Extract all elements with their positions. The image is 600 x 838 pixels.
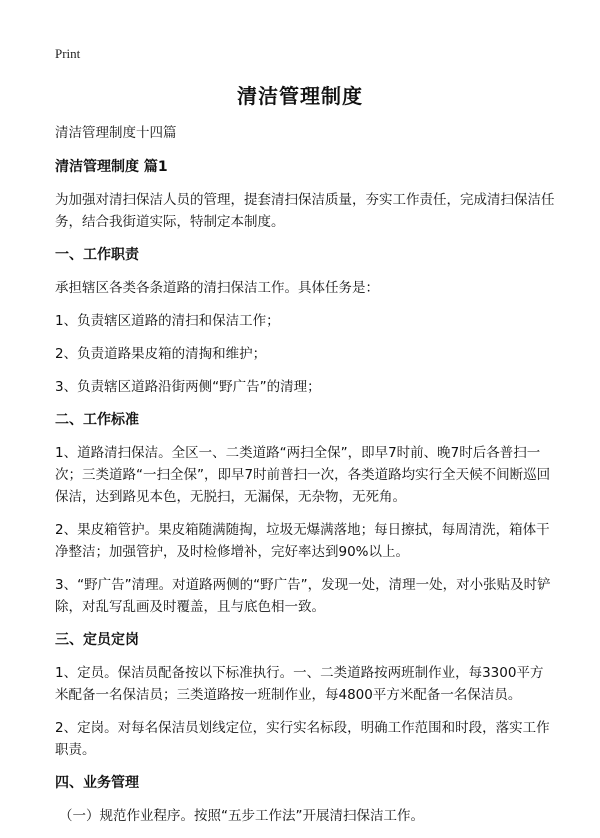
duties-paragraph: 承担辖区各类各条道路的清扫保洁工作。具体任务是： <box>55 280 379 296</box>
staffing-item: 2、定岗。对每名保洁员划线定位，实行实名标段，明确工作范围和时段，落实工作职责。 <box>55 720 550 758</box>
section-heading-duties: 一、工作职责 <box>55 247 139 263</box>
standards-item: 3、“野广告”清理。对道路两侧的“野广告”，发现一处，清理一处，对小张贴及时铲除，对乱写乱画及时覆盖，且与底色相一致。 <box>55 577 551 615</box>
intro-paragraph: 为加强对清扫保洁人员的管理，提套清扫保洁质量，夯实工作责任，完成清扫保洁任务，结合我街道实际，特制定本制度。 <box>55 192 555 230</box>
duties-item: 1、负责辖区道路的清扫和保洁工作； <box>55 313 280 329</box>
standards-item: 1、道路清扫保洁。全区一、二类道路“两扫全保”，即早7时前、晚7时后各普扫一次；三类道路“一扫全保”，即早7时前普扫一次，各类道路均实行全天候不间断巡回保洁，达到路见本色，无脱扫，无漏保，无杂物，无死角。 <box>55 445 551 505</box>
standards-item: 2、果皮箱管护。果皮箱随满随掏，垃圾无爆满落地；每日擦拭，每周清洗，箱体干净整洁；加强管护，及时检修增补，完好率达到90%以上。 <box>55 522 550 560</box>
print-label: Print <box>55 46 81 61</box>
article-title: 清洁管理制度 篇1 <box>55 159 168 175</box>
duties-item: 3、负责辖区道路沿街两侧“野广告”的清理； <box>55 379 321 395</box>
document-subtitle: 清洁管理制度十四篇 <box>55 125 177 141</box>
management-item: （一）规范作业程序。按照“五步工作法”开展清扫保洁工作。 <box>59 808 424 824</box>
section-heading-management: 四、业务管理 <box>55 775 139 791</box>
section-heading-staffing: 三、定员定岗 <box>55 632 139 648</box>
staffing-item: 1、定员。保洁员配备按以下标准执行。一、二类道路按两班制作业，每3300平方米配备一名保洁员；三类道路按一班制作业，每4800平方米配备一名保洁员。 <box>55 665 544 703</box>
section-heading-standards: 二、工作标准 <box>55 412 139 428</box>
document-body <box>55 122 555 838</box>
page-title: 清洁管理制度 <box>237 84 363 108</box>
duties-item: 2、负责道路果皮箱的清掏和维护； <box>55 346 267 362</box>
